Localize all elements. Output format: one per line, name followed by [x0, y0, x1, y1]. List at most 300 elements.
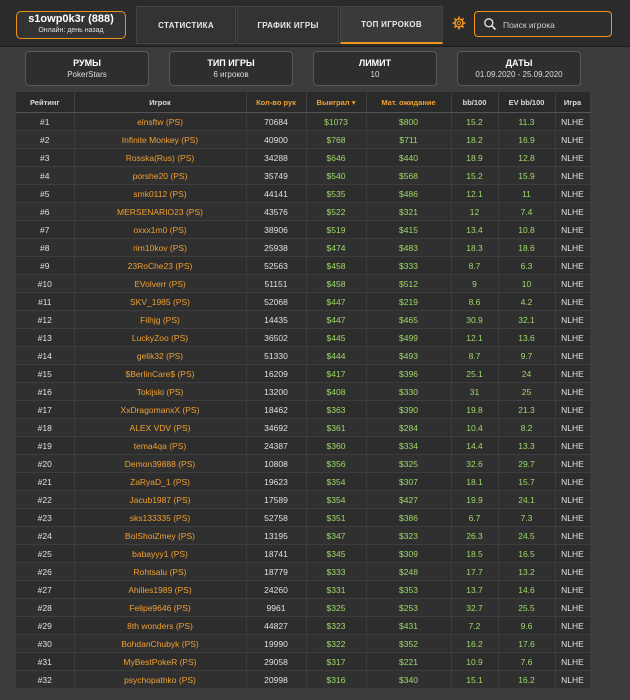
- won-cell: $345: [306, 545, 366, 563]
- won-cell: $351: [306, 509, 366, 527]
- ev-bb100-cell: 9.6: [498, 617, 555, 635]
- player-name-link[interactable]: Ahilles1989 (PS): [74, 581, 246, 599]
- hands-cell: 13200: [246, 383, 306, 401]
- player-name-link[interactable]: porshe20 (PS): [74, 167, 246, 185]
- won-cell: $354: [306, 491, 366, 509]
- player-name-link[interactable]: babayyy1 (PS): [74, 545, 246, 563]
- rating-cell: #31: [16, 653, 74, 671]
- filter-game-type[interactable]: [169, 51, 293, 86]
- user-online-status: Онлайн: день назад: [38, 27, 104, 34]
- table-row[interactable]: [16, 149, 590, 167]
- expected-value-cell: $353: [366, 581, 451, 599]
- ev-bb100-cell: 16.5: [498, 545, 555, 563]
- player-name-link[interactable]: Demon39888 (PS): [74, 455, 246, 473]
- filter-dates[interactable]: [457, 51, 581, 86]
- table-row[interactable]: [16, 671, 590, 689]
- won-cell: $363: [306, 401, 366, 419]
- expected-value-cell: $427: [366, 491, 451, 509]
- won-cell: $444: [306, 347, 366, 365]
- expected-value-cell: $323: [366, 527, 451, 545]
- rating-cell: #27: [16, 581, 74, 599]
- rating-cell: #26: [16, 563, 74, 581]
- filter-rooms-label: РУМЫ: [73, 58, 101, 68]
- won-cell: $646: [306, 149, 366, 167]
- won-cell: $316: [306, 671, 366, 689]
- expected-value-cell: $340: [366, 671, 451, 689]
- bb100-cell: 15.1: [451, 671, 498, 689]
- won-cell: $522: [306, 203, 366, 221]
- player-name-link[interactable]: EVolverr (PS): [74, 275, 246, 293]
- table-row[interactable]: [16, 383, 590, 401]
- won-cell: $408: [306, 383, 366, 401]
- expected-value-cell: $390: [366, 401, 451, 419]
- table-row[interactable]: [16, 185, 590, 203]
- rating-cell: #22: [16, 491, 74, 509]
- filter-limit-label: ЛИМИТ: [358, 58, 392, 68]
- bb100-cell: 15.2: [451, 113, 498, 131]
- game-cell: NLHE: [555, 275, 590, 293]
- ev-bb100-cell: 25: [498, 383, 555, 401]
- hands-cell: 16209: [246, 365, 306, 383]
- player-name-link[interactable]: XxDragomanxX (PS): [74, 401, 246, 419]
- won-cell: $323: [306, 617, 366, 635]
- won-cell: $417: [306, 365, 366, 383]
- game-cell: NLHE: [555, 419, 590, 437]
- rating-cell: #3: [16, 149, 74, 167]
- bb100-cell: 8.7: [451, 257, 498, 275]
- table-row[interactable]: [16, 563, 590, 581]
- table-row[interactable]: [16, 257, 590, 275]
- expected-value-cell: $352: [366, 635, 451, 653]
- won-cell: $1073: [306, 113, 366, 131]
- rating-cell: #24: [16, 527, 74, 545]
- ev-bb100-cell: 6.3: [498, 257, 555, 275]
- rating-cell: #30: [16, 635, 74, 653]
- table-row[interactable]: [16, 347, 590, 365]
- bb100-cell: 18.5: [451, 545, 498, 563]
- rating-cell: #29: [16, 617, 74, 635]
- filter-game-type-label: ТИП ИГРЫ: [207, 58, 255, 68]
- ev-bb100-cell: 9.7: [498, 347, 555, 365]
- expected-value-cell: $431: [366, 617, 451, 635]
- table-row[interactable]: [16, 527, 590, 545]
- table-row[interactable]: [16, 293, 590, 311]
- hands-cell: 52068: [246, 293, 306, 311]
- player-name-link[interactable]: gelik32 (PS): [74, 347, 246, 365]
- table-row[interactable]: [16, 473, 590, 491]
- table-row[interactable]: [16, 167, 590, 185]
- column-header-player[interactable]: Игрок: [74, 92, 246, 113]
- won-cell: $535: [306, 185, 366, 203]
- hands-cell: 9961: [246, 599, 306, 617]
- ev-bb100-cell: 17.6: [498, 635, 555, 653]
- column-header-won[interactable]: Выиграл ▾: [306, 92, 366, 113]
- player-name-link[interactable]: ZaRyaD_1 (PS): [74, 473, 246, 491]
- rating-cell: #8: [16, 239, 74, 257]
- rating-cell: #11: [16, 293, 74, 311]
- player-name-link[interactable]: elnsftw (PS): [74, 113, 246, 131]
- game-cell: NLHE: [555, 203, 590, 221]
- ev-bb100-cell: 15.9: [498, 167, 555, 185]
- expected-value-cell: $321: [366, 203, 451, 221]
- expected-value-cell: $440: [366, 149, 451, 167]
- won-cell: $356: [306, 455, 366, 473]
- player-name-link[interactable]: Infinite Monkey (PS): [74, 131, 246, 149]
- hands-cell: 35749: [246, 167, 306, 185]
- player-name-link[interactable]: oxxx1m0 (PS): [74, 221, 246, 239]
- rating-cell: #6: [16, 203, 74, 221]
- filter-limit-value: 10: [370, 70, 380, 79]
- table-row[interactable]: [16, 581, 590, 599]
- player-name-link[interactable]: psychopathko (PS): [74, 671, 246, 689]
- ev-bb100-cell: 13.3: [498, 437, 555, 455]
- won-cell: $347: [306, 527, 366, 545]
- ev-bb100-cell: 18.6: [498, 239, 555, 257]
- table-row[interactable]: [16, 635, 590, 653]
- game-cell: NLHE: [555, 491, 590, 509]
- player-name-link[interactable]: Tokijski (PS): [74, 383, 246, 401]
- bb100-cell: 12.1: [451, 329, 498, 347]
- expected-value-cell: $325: [366, 455, 451, 473]
- table-row[interactable]: [16, 131, 590, 149]
- table-row[interactable]: [16, 203, 590, 221]
- ev-bb100-cell: 7.3: [498, 509, 555, 527]
- expected-value-cell: $711: [366, 131, 451, 149]
- won-cell: $333: [306, 563, 366, 581]
- expected-value-cell: $248: [366, 563, 451, 581]
- game-cell: NLHE: [555, 257, 590, 275]
- won-cell: $360: [306, 437, 366, 455]
- ev-bb100-cell: 11.3: [498, 113, 555, 131]
- table-row[interactable]: [16, 221, 590, 239]
- expected-value-cell: $512: [366, 275, 451, 293]
- hands-cell: 13195: [246, 527, 306, 545]
- player-name-link[interactable]: Filhjg (PS): [74, 311, 246, 329]
- ev-bb100-cell: 15.7: [498, 473, 555, 491]
- bb100-cell: 7.2: [451, 617, 498, 635]
- hands-cell: 43576: [246, 203, 306, 221]
- expected-value-cell: $483: [366, 239, 451, 257]
- table-row[interactable]: [16, 239, 590, 257]
- expected-value-cell: $309: [366, 545, 451, 563]
- game-cell: NLHE: [555, 401, 590, 419]
- ev-bb100-cell: 16.2: [498, 671, 555, 689]
- tab-top-players[interactable]: ТОП ИГРОКОВ: [340, 6, 443, 44]
- table-row[interactable]: [16, 617, 590, 635]
- hands-cell: 70684: [246, 113, 306, 131]
- ev-bb100-cell: 21.3: [498, 401, 555, 419]
- ev-bb100-cell: 14.6: [498, 581, 555, 599]
- bb100-cell: 18.9: [451, 149, 498, 167]
- player-name-link[interactable]: MyBestPokeR (PS): [74, 653, 246, 671]
- table-row[interactable]: [16, 311, 590, 329]
- won-cell: $540: [306, 167, 366, 185]
- expected-value-cell: $307: [366, 473, 451, 491]
- rating-cell: #5: [16, 185, 74, 203]
- expected-value-cell: $221: [366, 653, 451, 671]
- game-cell: NLHE: [555, 599, 590, 617]
- hands-cell: 52563: [246, 257, 306, 275]
- table-row[interactable]: [16, 509, 590, 527]
- won-cell: $474: [306, 239, 366, 257]
- bb100-cell: 26.3: [451, 527, 498, 545]
- bb100-cell: 18.2: [451, 131, 498, 149]
- filter-rooms[interactable]: [25, 51, 149, 86]
- hands-cell: 44827: [246, 617, 306, 635]
- game-cell: NLHE: [555, 383, 590, 401]
- player-name-link[interactable]: rim10kov (PS): [74, 239, 246, 257]
- ev-bb100-cell: 11: [498, 185, 555, 203]
- rating-cell: #21: [16, 473, 74, 491]
- expected-value-cell: $465: [366, 311, 451, 329]
- hands-cell: 25938: [246, 239, 306, 257]
- bb100-cell: 19.8: [451, 401, 498, 419]
- bb100-cell: 18.3: [451, 239, 498, 257]
- ev-bb100-cell: 13.2: [498, 563, 555, 581]
- expected-value-cell: $334: [366, 437, 451, 455]
- bb100-cell: 30.9: [451, 311, 498, 329]
- game-cell: NLHE: [555, 239, 590, 257]
- table-row[interactable]: [16, 401, 590, 419]
- hands-cell: 24260: [246, 581, 306, 599]
- game-cell: NLHE: [555, 437, 590, 455]
- bb100-cell: 32.7: [451, 599, 498, 617]
- column-header-ev-bb100[interactable]: EV bb/100: [498, 92, 555, 113]
- won-cell: $445: [306, 329, 366, 347]
- ev-bb100-cell: 10: [498, 275, 555, 293]
- game-cell: NLHE: [555, 221, 590, 239]
- hands-cell: 52758: [246, 509, 306, 527]
- rating-cell: #10: [16, 275, 74, 293]
- bb100-cell: 12: [451, 203, 498, 221]
- hands-cell: 29058: [246, 653, 306, 671]
- hands-cell: 34288: [246, 149, 306, 167]
- rating-cell: #32: [16, 671, 74, 689]
- player-name-link[interactable]: sks133335 (PS): [74, 509, 246, 527]
- game-cell: NLHE: [555, 455, 590, 473]
- bb100-cell: 32.6: [451, 455, 498, 473]
- hands-cell: 10808: [246, 455, 306, 473]
- rating-cell: #7: [16, 221, 74, 239]
- expected-value-cell: $493: [366, 347, 451, 365]
- rating-cell: #20: [16, 455, 74, 473]
- ev-bb100-cell: 24.1: [498, 491, 555, 509]
- bb100-cell: 10.9: [451, 653, 498, 671]
- bb100-cell: 19.9: [451, 491, 498, 509]
- table-row[interactable]: [16, 275, 590, 293]
- column-header-expected-value[interactable]: Мат. ожидание: [366, 92, 451, 113]
- hands-cell: 19623: [246, 473, 306, 491]
- won-cell: $447: [306, 293, 366, 311]
- table-header-row: [16, 92, 590, 113]
- won-cell: $447: [306, 311, 366, 329]
- game-cell: NLHE: [555, 131, 590, 149]
- expected-value-cell: $800: [366, 113, 451, 131]
- bb100-cell: 31: [451, 383, 498, 401]
- won-cell: $322: [306, 635, 366, 653]
- rating-cell: #15: [16, 365, 74, 383]
- bb100-cell: 16.2: [451, 635, 498, 653]
- player-name-link[interactable]: BolShoiZmey (PS): [74, 527, 246, 545]
- game-cell: NLHE: [555, 167, 590, 185]
- column-header-rating[interactable]: Рейтинг: [16, 92, 74, 113]
- hands-cell: 34692: [246, 419, 306, 437]
- table-row[interactable]: [16, 329, 590, 347]
- table-body: [16, 113, 590, 689]
- game-cell: NLHE: [555, 563, 590, 581]
- rating-cell: #25: [16, 545, 74, 563]
- hands-cell: 51151: [246, 275, 306, 293]
- rating-cell: #23: [16, 509, 74, 527]
- hands-cell: 20998: [246, 671, 306, 689]
- won-cell: $519: [306, 221, 366, 239]
- table-row[interactable]: [16, 599, 590, 617]
- player-name-link[interactable]: tema4qa (PS): [74, 437, 246, 455]
- game-cell: NLHE: [555, 635, 590, 653]
- game-cell: NLHE: [555, 293, 590, 311]
- filter-rooms-value: PokerStars: [67, 70, 107, 79]
- rating-cell: #16: [16, 383, 74, 401]
- rating-cell: #1: [16, 113, 74, 131]
- rating-cell: #18: [16, 419, 74, 437]
- won-cell: $331: [306, 581, 366, 599]
- table-row[interactable]: [16, 653, 590, 671]
- table-row[interactable]: [16, 491, 590, 509]
- table-row[interactable]: [16, 455, 590, 473]
- rating-cell: #14: [16, 347, 74, 365]
- expected-value-cell: $253: [366, 599, 451, 617]
- expected-value-cell: $330: [366, 383, 451, 401]
- bb100-cell: 10.4: [451, 419, 498, 437]
- player-name-link[interactable]: smk0112 (PS): [74, 185, 246, 203]
- table-row[interactable]: [16, 365, 590, 383]
- hands-cell: 44141: [246, 185, 306, 203]
- bb100-cell: 12.1: [451, 185, 498, 203]
- game-cell: NLHE: [555, 581, 590, 599]
- expected-value-cell: $284: [366, 419, 451, 437]
- player-name-link[interactable]: Felipe9646 (PS): [74, 599, 246, 617]
- bb100-cell: 9: [451, 275, 498, 293]
- expected-value-cell: $396: [366, 365, 451, 383]
- hands-cell: 18741: [246, 545, 306, 563]
- table-row[interactable]: [16, 545, 590, 563]
- filter-limit[interactable]: [313, 51, 437, 86]
- ev-bb100-cell: 7.6: [498, 653, 555, 671]
- ev-bb100-cell: 4.2: [498, 293, 555, 311]
- bb100-cell: 15.2: [451, 167, 498, 185]
- bb100-cell: 6.7: [451, 509, 498, 527]
- player-name-link[interactable]: LuckyZoo (PS): [74, 329, 246, 347]
- filter-dates-label: ДАТЫ: [505, 58, 533, 68]
- hands-cell: 19990: [246, 635, 306, 653]
- column-header-hands[interactable]: Кол-во рук: [246, 92, 306, 113]
- expected-value-cell: $568: [366, 167, 451, 185]
- expected-value-cell: $333: [366, 257, 451, 275]
- filter-game-type-value: 6 игроков: [213, 70, 249, 79]
- expected-value-cell: $219: [366, 293, 451, 311]
- top-players-table: [16, 92, 590, 689]
- hands-cell: 36502: [246, 329, 306, 347]
- ev-bb100-cell: 24.5: [498, 527, 555, 545]
- search-box: [474, 11, 612, 37]
- player-name-link[interactable]: 23RoChe23 (PS): [74, 257, 246, 275]
- won-cell: $317: [306, 653, 366, 671]
- player-name-link[interactable]: ALEX VDV (PS): [74, 419, 246, 437]
- game-cell: NLHE: [555, 365, 590, 383]
- player-name-link[interactable]: 8th wonders (PS): [74, 617, 246, 635]
- hands-cell: 14435: [246, 311, 306, 329]
- game-cell: NLHE: [555, 671, 590, 689]
- rating-cell: #4: [16, 167, 74, 185]
- top-navigation-bar: [0, 0, 630, 47]
- won-cell: $458: [306, 257, 366, 275]
- table-row[interactable]: [16, 419, 590, 437]
- search-icon: [483, 17, 497, 31]
- game-cell: NLHE: [555, 473, 590, 491]
- player-name-link[interactable]: Rosska(Rus) (PS): [74, 149, 246, 167]
- tab-statistics[interactable]: СТАТИСТИКА: [136, 6, 236, 44]
- won-cell: $354: [306, 473, 366, 491]
- table-row[interactable]: [16, 437, 590, 455]
- bb100-cell: 8.7: [451, 347, 498, 365]
- rating-cell: #19: [16, 437, 74, 455]
- game-cell: NLHE: [555, 347, 590, 365]
- game-cell: NLHE: [555, 527, 590, 545]
- hands-cell: 38906: [246, 221, 306, 239]
- tab-game-graph[interactable]: ГРАФИК ИГРЫ: [237, 6, 339, 44]
- expected-value-cell: $486: [366, 185, 451, 203]
- bb100-cell: 25.1: [451, 365, 498, 383]
- user-profile-card[interactable]: [16, 11, 126, 39]
- ev-bb100-cell: 16.9: [498, 131, 555, 149]
- player-name-link[interactable]: $BerlinCare$ (PS): [74, 365, 246, 383]
- player-name-link[interactable]: Rohtsalu (PS): [74, 563, 246, 581]
- bb100-cell: 14.4: [451, 437, 498, 455]
- search-input[interactable]: [501, 15, 609, 35]
- ev-bb100-cell: 7.4: [498, 203, 555, 221]
- bb100-cell: 13.7: [451, 581, 498, 599]
- ev-bb100-cell: 32.1: [498, 311, 555, 329]
- gear-icon[interactable]: [452, 16, 466, 30]
- bb100-cell: 18.1: [451, 473, 498, 491]
- game-cell: NLHE: [555, 113, 590, 131]
- game-cell: NLHE: [555, 509, 590, 527]
- game-cell: NLHE: [555, 329, 590, 347]
- expected-value-cell: $499: [366, 329, 451, 347]
- hands-cell: 17589: [246, 491, 306, 509]
- hands-cell: 18462: [246, 401, 306, 419]
- game-cell: NLHE: [555, 545, 590, 563]
- player-name-link[interactable]: MERSENARIO23 (PS): [74, 203, 246, 221]
- bb100-cell: 17.7: [451, 563, 498, 581]
- player-name-link[interactable]: BohdanChubyk (PS): [74, 635, 246, 653]
- ev-bb100-cell: 10.8: [498, 221, 555, 239]
- table-row[interactable]: [16, 113, 590, 131]
- rating-cell: #17: [16, 401, 74, 419]
- player-name-link[interactable]: Jacub1987 (PS): [74, 491, 246, 509]
- ev-bb100-cell: 25.5: [498, 599, 555, 617]
- hands-cell: 24387: [246, 437, 306, 455]
- rating-cell: #28: [16, 599, 74, 617]
- column-header-bb100[interactable]: bb/100: [451, 92, 498, 113]
- player-name-link[interactable]: SKV_1985 (PS): [74, 293, 246, 311]
- ev-bb100-cell: 8.2: [498, 419, 555, 437]
- hands-cell: 18779: [246, 563, 306, 581]
- rating-cell: #2: [16, 131, 74, 149]
- column-header-game[interactable]: Игра: [555, 92, 590, 113]
- game-cell: NLHE: [555, 149, 590, 167]
- game-cell: NLHE: [555, 653, 590, 671]
